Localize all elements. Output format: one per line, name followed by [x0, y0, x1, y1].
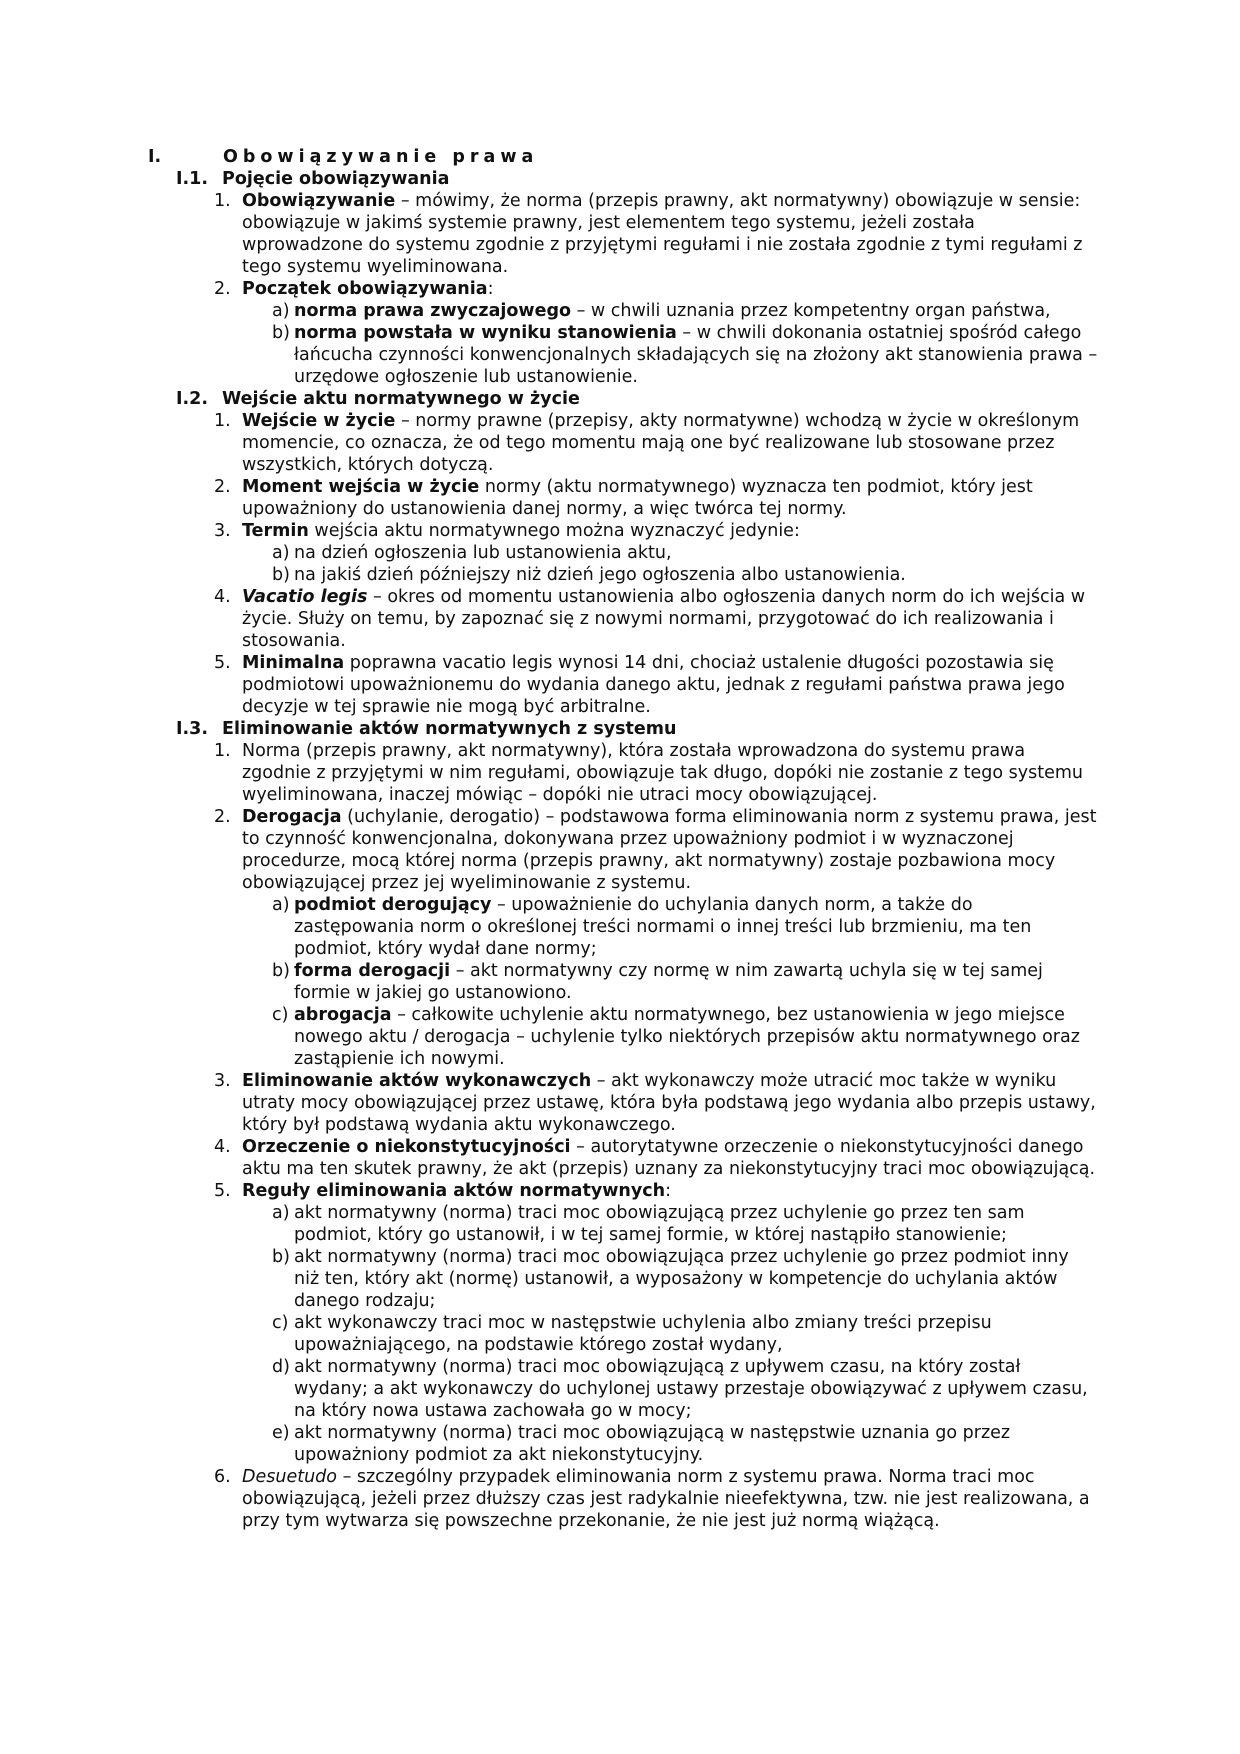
item-term: Termin	[242, 521, 309, 541]
item-text: Norma (przepis prawny, akt normatywny), która została wprowadzona do systemu prawa zgodnie z przyjętymi w nim regułami, obowiązuje tak długo, dopóki nie zostanie z tego systemu wyeliminowana, inaczej mówiąc – dopóki nie utraci mocy obowiązującej.	[242, 741, 1083, 805]
list-item	[208, 806, 1098, 894]
item-number: 5.	[214, 653, 231, 673]
section-number: I.2.	[176, 389, 208, 409]
item-number: 1.	[214, 411, 231, 431]
list-item	[208, 586, 1098, 652]
section-number: I.1.	[176, 169, 208, 189]
list-item	[208, 740, 1098, 806]
item-term: Derogacja	[242, 807, 342, 827]
sub-item	[272, 1422, 1098, 1466]
item-text: – mówimy, że norma (przepis prawny, akt normatywny) obowiązuje w sensie: obowiązuje w jakimś systemie prawny, jest elementem tego systemu, jeżeli została wprowadzone do systemu zgodnie z przyjętymi regułami i nie została zgodnie z tymi regułami z tego systemu wyeliminowana.	[242, 191, 1083, 277]
sub-text: akt wykonawczy traci moc w następstwie uchylenia albo zmiany treści przepisu upoważniającego, na podstawie którego został wydany,	[294, 1313, 992, 1355]
section-title: Pojęcie obowiązywania	[222, 169, 450, 189]
section-heading	[176, 718, 1098, 740]
sub-item	[272, 1202, 1098, 1246]
item-text: normy (aktu normatywnego) wyznacza ten podmiot, który jest upoważniony do ustanowienia danej normy, a więc twórca tej normy.	[242, 477, 1033, 519]
sub-text: akt normatywny (norma) traci moc obowiązującą w następstwie uznania go przez upoważniony podmiot za akt niekonstytucyjny.	[294, 1423, 1011, 1465]
item-number: 3.	[214, 521, 231, 541]
sub-letter: e)	[272, 1423, 290, 1443]
list-item	[208, 1136, 1098, 1180]
sub-text: akt normatywny (norma) traci moc obowiązującą przez uchylenie go przez ten sam podmiot, który go ustanowił, i w tej samej formie, w której nastąpiło stanowienie;	[294, 1203, 1025, 1245]
sub-item	[272, 564, 1098, 586]
sub-letter: a)	[272, 301, 290, 321]
section-title: Wejście aktu normatywnego w życie	[222, 389, 580, 409]
item-term: Reguły eliminowania aktów normatywnych	[242, 1181, 666, 1201]
section-number: I.3.	[176, 719, 208, 739]
list-item	[208, 190, 1098, 278]
document-page	[148, 146, 1098, 1532]
item-number: 6.	[214, 1467, 231, 1487]
item-text: poprawna vacatio legis wynosi 14 dni, chociaż ustalenie długości pozostawia się podmiotowi upoważnionemu do wydania danego aktu, jednak z regułami państwa prawa jego decyzje w tej sprawie nie mogą być arbitralne.	[242, 653, 1065, 717]
sub-text: – akt normatywny czy normę w nim zawartą uchyla się w tej samej formie w jakiej go ustanowiono.	[294, 961, 1043, 1003]
item-text: wejścia aktu normatywnego można wyznaczyć jedynie:	[308, 521, 800, 541]
item-term: Moment wejścia w życie	[242, 477, 480, 497]
list-item	[208, 1466, 1098, 1532]
sub-text: na dzień ogłoszenia lub ustanowienia aktu,	[294, 543, 672, 563]
list-item	[208, 652, 1098, 718]
sub-text: akt normatywny (norma) traci moc obowiązująca przez uchylenie go przez podmiot inny niż ten, który akt (normę) ustanowił, a wyposażony w kompetencje do uchylania aktów danego rodzaju;	[294, 1247, 1069, 1311]
sub-item	[272, 300, 1098, 322]
item-text: – akt wykonawczy może utracić moc także w wyniku utraty mocy obowiązującej przez ustawę, która była podstawą jego wydania albo przepis ustawy, który był podstawą wydania aktu wykonawczego.	[242, 1071, 1096, 1135]
sub-letter: c)	[272, 1313, 289, 1333]
sub-letter: b)	[272, 961, 290, 981]
item-term: Obowiązywanie	[242, 191, 396, 211]
list-item	[208, 410, 1098, 476]
sub-letter: b)	[272, 1247, 290, 1267]
item-term: Eliminowanie aktów wykonawczych	[242, 1071, 592, 1091]
item-number: 3.	[214, 1071, 231, 1091]
sub-text: – całkowite uchylenie aktu normatywnego, bez ustanowienia w jego miejsce nowego aktu / derogacja – uchylenie tylko niektórych przepisów aktu normatywnego oraz zastąpienie ich nowymi.	[294, 1005, 1080, 1069]
item-text: – szczególny przypadek eliminowania norm z systemu prawa. Norma traci moc obowiązującą, jeżeli przez dłuższy czas jest radykalnie nieefektywna, tzw. nie jest realizowana, a przy tym wytwarza się powszechne przekonanie, że nie jest już normą wiążącą.	[242, 1467, 1090, 1531]
item-number: 5.	[214, 1181, 231, 1201]
sub-term: abrogacja	[294, 1005, 392, 1025]
list-item	[208, 520, 1098, 542]
sub-letter: d)	[272, 1357, 290, 1377]
item-number: 2.	[214, 279, 231, 299]
item-text: (uchylanie, derogatio) – podstawowa forma eliminowania norm z systemu prawa, jest to czynność konwencjonalna, dokonywana przez upoważniony podmiot i w wyznaczonej procedurze, mocą której norma (przepis prawny, akt normatywny) zostaje pozbawiona mocy obowiązującej przez jej wyeliminowanie z systemu.	[242, 807, 1097, 893]
sub-term: forma derogacji	[294, 961, 451, 981]
list-item	[208, 278, 1098, 300]
chapter-title: Obowiązywanie prawa	[223, 147, 539, 167]
sub-text: na jakiś dzień późniejszy niż dzień jego ogłoszenia albo ustanowienia.	[294, 565, 906, 585]
sub-letter: a)	[272, 895, 290, 915]
section-heading	[176, 168, 1098, 190]
item-text: :	[665, 1181, 672, 1201]
sub-text: – w chwili dokonania ostatniej spośród całego łańcucha czynności konwencjonalnych składających się na złożony akt stanowienia prawa – urzędowe ogłoszenie lub ustanowienie.	[294, 323, 1098, 387]
sub-item	[272, 322, 1098, 388]
item-term: Orzeczenie o niekonstytucyjności	[242, 1137, 571, 1157]
sub-item	[272, 1004, 1098, 1070]
sub-text: akt normatywny (norma) traci moc obowiązującą z upływem czasu, na który został wydany; a akt wykonawczy do uchylonej ustawy przestaje obowiązywać z upływem czasu, na który nowa ustawa zachowała go w mocy;	[294, 1357, 1088, 1421]
item-text: – normy prawne (przepisy, akty normatywne) wchodzą w życie w określonym momencie, co oznacza, że od tego momentu mają one być realizowane lub stosowane przez wszystkich, których dotyczą.	[242, 411, 1080, 475]
item-text: – autorytatywne orzeczenie o niekonstytucyjności danego aktu ma ten skutek prawny, że akt (przepis) uznany za niekonstytucyjny traci moc obowiązującą.	[242, 1137, 1096, 1179]
list-item	[208, 476, 1098, 520]
item-term: Vacatio legis	[242, 587, 368, 607]
sub-item	[272, 894, 1098, 960]
item-number: 1.	[214, 741, 231, 761]
item-number: 2.	[214, 807, 231, 827]
section-title: Eliminowanie aktów normatywnych z systemu	[222, 719, 677, 739]
sub-item	[272, 542, 1098, 564]
item-text: :	[487, 279, 494, 299]
list-item	[208, 1070, 1098, 1136]
item-number: 1.	[214, 191, 231, 211]
sub-term: norma powstała w wyniku stanowienia	[294, 323, 677, 343]
item-term: Minimalna	[242, 653, 345, 673]
sub-item	[272, 1312, 1098, 1356]
item-text: – okres od momentu ustanowienia albo ogłoszenia danych norm do ich wejścia w życie. Służy on temu, by zapoznać się z nowymi normami, przygotować do ich realizowania i stosowania.	[242, 587, 1086, 651]
sub-letter: a)	[272, 1203, 290, 1223]
item-term: Początek obowiązywania	[242, 279, 488, 299]
item-number: 4.	[214, 1137, 231, 1157]
chapter-number: I.	[148, 147, 162, 167]
item-number: 4.	[214, 587, 231, 607]
sub-item	[272, 960, 1098, 1004]
sub-text: – w chwili uznania przez kompetentny organ państwa,	[571, 301, 1051, 321]
list-item	[208, 1180, 1098, 1202]
item-term: Desuetudo	[242, 1467, 337, 1487]
sub-item	[272, 1246, 1098, 1312]
sub-letter: c)	[272, 1005, 289, 1025]
sub-letter: b)	[272, 323, 290, 343]
sub-term: norma prawa zwyczajowego	[294, 301, 572, 321]
sub-letter: a)	[272, 543, 290, 563]
sub-item	[272, 1356, 1098, 1422]
section-heading	[176, 388, 1098, 410]
item-number: 2.	[214, 477, 231, 497]
sub-term: podmiot derogujący	[294, 895, 492, 915]
chapter-heading	[148, 146, 1098, 168]
sub-letter: b)	[272, 565, 290, 585]
item-term: Wejście w życie	[242, 411, 396, 431]
sub-text: – upoważnienie do uchylania danych norm, a także do zastępowania norm o określonej treści normami o innej treści lub brzmieniu, ma ten podmiot, który wydał dane normy;	[294, 895, 1032, 959]
